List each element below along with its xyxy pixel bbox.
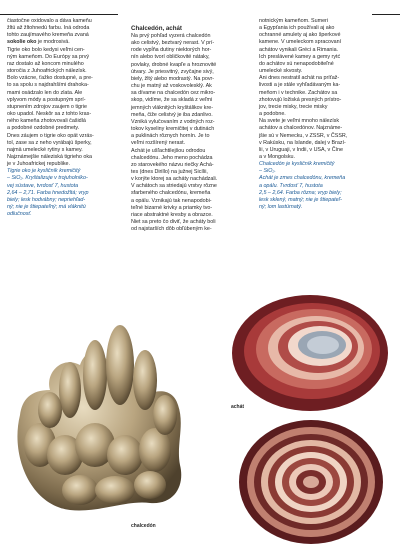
text-line: a puklinách rôznych hornín. Je to <box>131 133 210 140</box>
text-line: Ich preslávené kamey a gemy rytć <box>259 53 341 60</box>
text-column-1 <box>7 18 125 218</box>
text-line: tol, zase sa z neho vyrábajú šperky, <box>7 139 92 146</box>
text-line: notnickým kameňom. Sumeri <box>259 18 329 24</box>
text-line: ného kameňa zhotovovali čašidlá <box>7 118 86 125</box>
text-line: lii, v Uruguaji, v Indii, v USA, v Číne <box>259 146 344 153</box>
text-line: kamene. V umeleckom spracovaní <box>259 39 342 46</box>
text-line: raz dostalo až koncom minulého <box>7 60 84 67</box>
text-line: ným kameňom. Do Európy sa prvý <box>7 53 90 60</box>
text-line: od najstarších dôb obľúbeným ke- <box>131 226 212 233</box>
top-rule-right <box>372 14 400 15</box>
text-line: Chalcedón je kysličník kremičitý <box>259 161 335 168</box>
text-line: vej sústave, tvrdosť 7, hustota <box>7 182 79 189</box>
text-line: veľmi rozšírený nerast. <box>131 140 186 147</box>
text-line: – SiO₂. Kryštalizuje v trojuholníko- <box>7 175 88 182</box>
text-line: odlučnosť. <box>7 211 32 218</box>
text-line: achátov vynikali Gréci a Rimania. <box>259 46 339 53</box>
text-line: rode vypĺňa dutiny niektorých hor- <box>131 47 212 54</box>
text-column-2 <box>131 18 251 233</box>
text-line: vplyvom módy a postupným sprí- <box>7 96 86 103</box>
text-line: Dnes záujem o tigrie oko opät vzrás- <box>7 132 94 139</box>
text-line: jšie sú v Nemecku, v ZSSR, v ČSSR, <box>259 132 348 139</box>
text-line: nín alebo tvorí obličkovité nátaky, <box>131 54 210 61</box>
text-line: stupnením zdrojov zaujem o tigrie <box>7 103 87 110</box>
text-line: žltú až žltohnedú farbu. Iná odroda <box>7 25 90 32</box>
text-line: storočia z Juhoafrických nálezísk. <box>7 68 87 75</box>
text-line: Bolo vzácne, ťažko dostupné, a pre- <box>7 75 93 82</box>
text-line: Najznámejšie náleziská tigrieho oka <box>7 153 92 160</box>
text-line: a opálu. Vznikajú tak nenapodobi- <box>131 197 212 204</box>
text-line: v Rakúsku, na Islande, daleј v Brazí- <box>259 139 346 146</box>
text-line: tohto zaujímavého kremeňa zvaná <box>7 32 89 39</box>
text-line: teľné bizarné krivky a priamky tvo- <box>131 204 213 211</box>
text-line: meňa, čiže celistvý je iba zdanlivo. <box>131 111 213 118</box>
text-line: ochranné amulety aj ako šperkové <box>259 32 341 39</box>
text-line: je v Juhoafrickej republike. <box>7 161 70 168</box>
text-line: chalcedónu. Jeho meno pochádza <box>131 154 213 161</box>
text-line: v korýte ktorej sa acháty nachádzali. <box>131 176 218 183</box>
text-line: zhotovujú ložiská presných prístro- <box>259 96 342 103</box>
text-line: útvary. Je priesvitný, zvyčajne sivý, <box>131 68 214 75</box>
text-line: tes (dnes Dirillo) na južnej Sicílii, <box>131 168 208 175</box>
text-line: do achátov sú nenapodobiteľné <box>259 60 334 67</box>
caption-achat: achát <box>231 404 245 410</box>
chalcedony-illustration <box>0 305 215 520</box>
text-line: čiastočne oxidovalo a dáva kameňu <box>7 18 92 24</box>
agate-illustration-bottom <box>236 418 386 546</box>
top-rule-left <box>0 14 118 15</box>
text-line: biely; lesk hodvábny; nepriehľad- <box>7 196 86 203</box>
text-line: a opálu. Tvrdosť 7, hustota <box>259 182 323 189</box>
text-line: 2,64 – 2,71. Farba hnedožltá; vryp <box>7 189 89 196</box>
text-line: povlaky, drobné kvapľe a hroznovité <box>131 61 217 68</box>
text-line: jov, trecie misky, trecie misky <box>259 103 328 110</box>
text-line: skop, vidíme, že sa skladá z veľmi <box>131 97 213 104</box>
text-line: Chalcedón, achát <box>131 25 182 32</box>
text-line: achátov a chalcedónov. Najznáme- <box>259 125 343 132</box>
text-line: chu je matný až voskovolesklý. Ak <box>131 83 212 90</box>
text-line: ný; lom lastúrnatý. <box>259 204 303 211</box>
text-line: a podobne. <box>259 111 286 118</box>
text-line: Ani dnes nestratil achát na príťaž- <box>259 75 340 82</box>
text-line: Tigrie oko je kysličník kremičitý <box>7 168 81 175</box>
text-line: tokov kyseliny kremičitej v dutinách <box>131 126 215 133</box>
text-line: Achát je zmes chalcedónu, kremeňa <box>259 175 346 182</box>
text-line: to sa spolu s najdrahšími drahoka- <box>7 82 89 89</box>
text-line: jemných vláknitých kryštálikov kre- <box>131 104 213 111</box>
text-line: Na prvý pohľad vyzerá chalcedón <box>131 33 211 39</box>
text-line: meňom i v technike. Zachátov sa <box>259 89 338 96</box>
text-line: V achátoch sa striedajú vrstvy rôzne <box>131 183 217 190</box>
text-line: – SiO₂. <box>259 168 276 175</box>
text-line: ný; nie je štiepateľný; má vláknitú <box>7 204 86 211</box>
text-line: Niet sa preto čo diviť, že acháty boli <box>131 219 216 226</box>
text-line: 2,5 – 2,64. Farba rôzna; vryp biely; <box>259 189 342 196</box>
text-line: riace abstraktné kresby a obrazce. <box>131 211 213 218</box>
text-line: najmä umelecké rytiny s kamey. <box>7 146 83 153</box>
text-line: ako celistvý, beztvarý nerast. V prí- <box>131 40 215 47</box>
text-line: Vzniká vylučovaním z vodných roz- <box>131 118 215 125</box>
text-column-3 <box>259 18 383 211</box>
text-line: zo starovekého názvu riečky Achá- <box>131 161 214 168</box>
text-line: a Egypťania ich používali aj ako <box>259 25 335 32</box>
text-line: Achát je ušľachtilejšou odrodou <box>131 147 206 154</box>
text-line: a podobné ozdobné predmety. <box>7 125 80 132</box>
text-line: livosti a je stále vyhľadávaným ka- <box>259 82 341 89</box>
caption-chalcedon: chalcedón <box>131 523 156 529</box>
text-line: sa dívame na chalcedón cez mikro- <box>131 90 216 97</box>
text-line: Tigrie oko bolo kedysi veľmi cen- <box>7 46 85 53</box>
text-line: umelecké skvosty. <box>259 68 303 75</box>
text-line: sokolie oko je modrosivá. <box>7 39 70 46</box>
text-line: lesk sklený, matný; nie je štiepateľ- <box>259 196 342 203</box>
text-line: biely, žltý alebo modrastý. Na povr- <box>131 75 215 82</box>
text-line: mami osádzalo len do zlata. Ale <box>7 89 83 96</box>
text-line: sfarbeného chalcedónu, kremeňa <box>131 190 211 197</box>
text-line: a v Mongolsku. <box>259 153 295 160</box>
text-line: Na svete je veľmi mnoho nálezísk <box>259 118 340 125</box>
text-line: oko upadol. Neskôr sa z tohto kras- <box>7 111 92 118</box>
agate-illustration-top <box>230 293 390 413</box>
